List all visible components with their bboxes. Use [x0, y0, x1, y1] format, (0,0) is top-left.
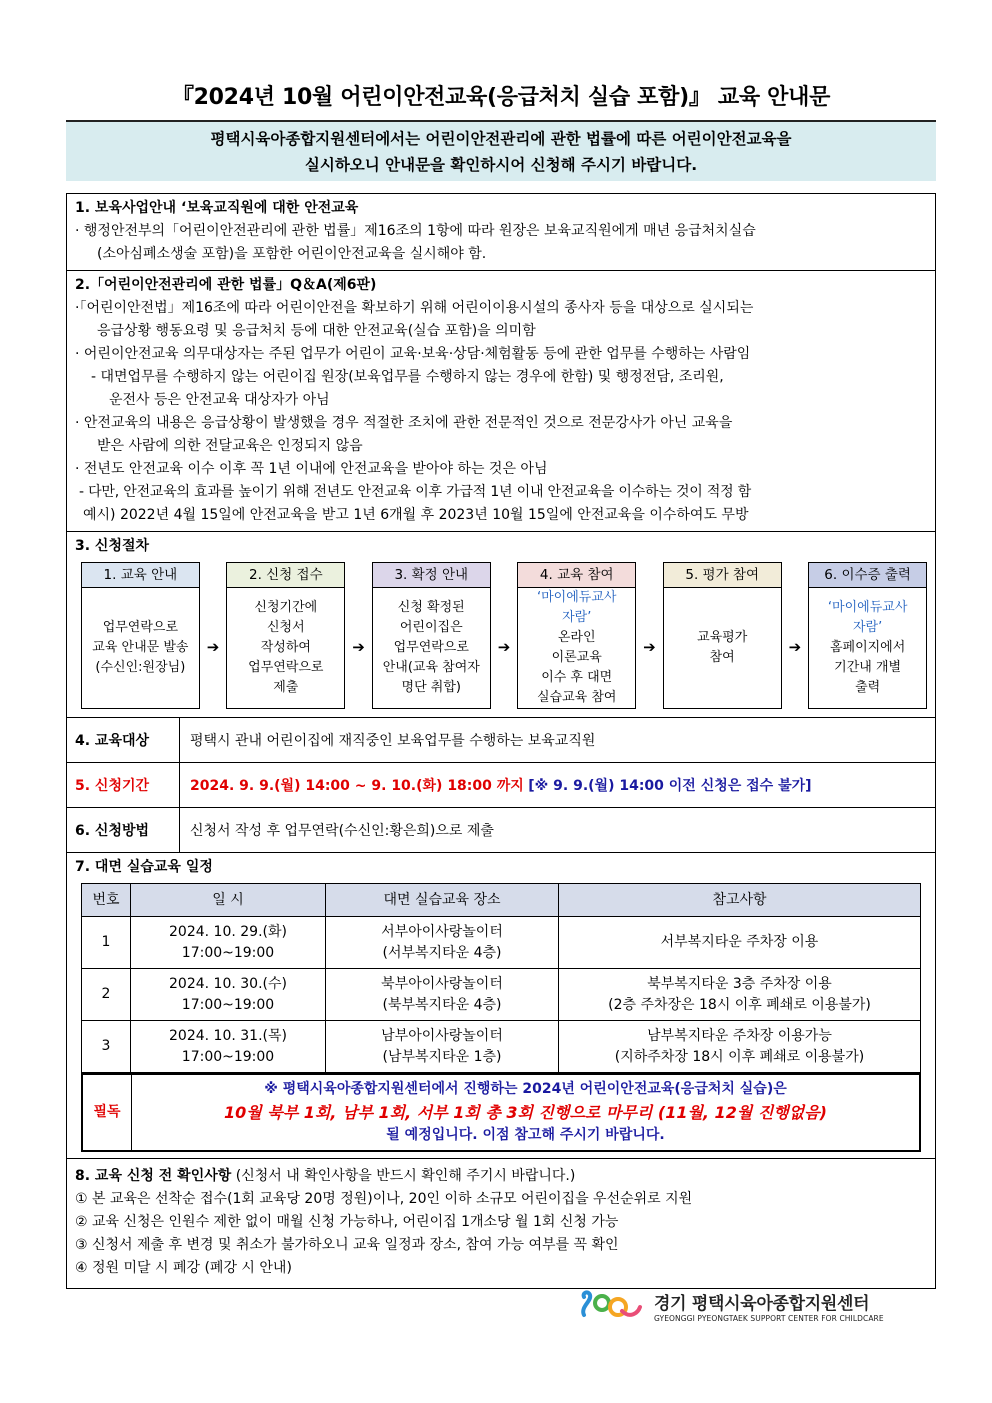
column-header: 번호 — [82, 884, 131, 917]
column-header: 대면 실습교육 장소 — [326, 884, 559, 917]
intro-line-2: 실시하오니 안내문을 확인하시어 신청해 주시기 바랍니다. — [304, 156, 698, 174]
period-value — [180, 763, 935, 807]
table-cell: 2024. 10. 29.(화) 17:00~19:00 — [131, 917, 326, 969]
process-step — [808, 562, 927, 709]
section-7 — [67, 853, 935, 1159]
process-flow — [81, 562, 927, 709]
process-step — [663, 562, 782, 709]
process-step-text: 홈페이지에서 기간내 개별 출력 — [829, 640, 906, 695]
section-1-line: (소아심폐소생술 포함)을 포함한 어린이안전교육을 실시해야 함. — [97, 246, 487, 262]
process-step-link-text: ‘마이에듀교사 자람’ — [536, 590, 617, 625]
section-2-line: 예시) 2022년 4월 15일에 안전교육을 받고 1년 6개월 후 2023년 10월 15일에 안전교육을 이수하여도 무방 — [83, 507, 749, 523]
process-step — [81, 562, 200, 709]
arrow-right-icon: ➔ — [643, 638, 656, 656]
section-8-heading: 8. 교육 신청 전 확인사항 — [75, 1168, 232, 1184]
section-2-line: - 다만, 안전교육의 효과를 높이기 위해 전년도 안전교육 이후 가급적 1년 이내 안전교육을 이수하는 것이 적정 함 — [79, 484, 752, 500]
schedule-header-row — [82, 884, 921, 917]
process-step-title: 6. 이수증 출력 — [809, 563, 926, 588]
process-step-text: 교육평가 참여 — [697, 630, 748, 665]
document-page — [66, 80, 936, 1289]
table-cell: 1 — [82, 917, 131, 969]
notice-body — [132, 1075, 919, 1150]
section-6 — [67, 808, 935, 853]
method-value: 신청서 작성 후 업무연락(수신인:황은희)으로 제출 — [190, 823, 494, 839]
content-box — [66, 193, 936, 1289]
arrow-right-icon: ➔ — [788, 638, 802, 656]
process-step-body — [809, 588, 926, 708]
column-header: 참고사항 — [559, 884, 921, 917]
target-value: 평택시 관내 어린이집에 재직중인 보육업무를 수행하는 보육교직원 — [190, 733, 596, 749]
arrow-right-icon: ➔ — [497, 638, 511, 656]
section-4 — [67, 718, 935, 763]
target-label: 4. 교육대상 — [67, 718, 180, 762]
process-step-body — [664, 588, 781, 708]
check-item: ① 본 교육은 선착순 접수(1회 교육당 20명 정원)이나, 20인 이하 소규모 어린이집을 우선순위로 지원 — [75, 1191, 693, 1207]
process-step-link-text: ‘마이에듀교사 자람’ — [827, 600, 908, 635]
process-step-text: 신청기간에 신청서 작성하여 업무연락으로 제출 — [248, 600, 324, 695]
process-step-title: 3. 확정 안내 — [373, 563, 490, 588]
section-2-line: 운전사 등은 안전교육 대상자가 아님 — [109, 392, 330, 408]
table-cell: 2024. 10. 31.(목) 17:00~19:00 — [131, 1021, 326, 1073]
section-2-heading: 2.「어린이안전관리에 관한 법률」Q＆A(제6판) — [75, 277, 377, 293]
period-label: 5. 신청기간 — [67, 763, 180, 807]
method-label: 6. 신청방법 — [67, 808, 180, 852]
table-cell: 북부복지타운 3층 주차장 이용 (2층 주차장은 18시 이후 폐쇄로 이용불가) — [559, 969, 921, 1021]
table-cell: 2 — [82, 969, 131, 1021]
section-2-line: · 어린이안전교육 의무대상자는 주된 업무가 어린이 교육·보육·상담·체험활동 등에 관한 업무를 수행하는 사람임 — [75, 346, 751, 362]
section-2-line: - 대면업무를 수행하지 않는 어린이집 원장(보육업무를 수행하지 않는 경우에 한함) 및 행정전담, 조리원, — [91, 369, 724, 385]
center-name-en: GYEONGGI PYEONGTAEK SUPPORT CENTER FOR CHILDCARE — [654, 1314, 884, 1323]
table-cell: 서부복지타운 주차장 이용 — [559, 917, 921, 969]
section-1 — [67, 194, 935, 271]
section-2-line: 받은 사람에 의한 전달교육은 인정되지 않음 — [97, 438, 363, 454]
section-2 — [67, 271, 935, 532]
section-1-line: · 행정안전부의「어린이안전관리에 관한 법률」제16조의 1항에 따라 원장은 보육교직원에게 매년 응급처치실습 — [75, 223, 756, 239]
section-8 — [67, 1159, 935, 1288]
process-step-text: 업무연락으로 교육 안내문 발송 (수신인:원장님) — [92, 620, 189, 675]
period-note: [※ 9. 9.(월) 14:00 이전 신청은 접수 불가] — [528, 778, 812, 794]
notice-line-1: ※ 평택시육아종합지원센터에서 진행하는 2024년 어린이안전교육(응급처치 실습)은 — [264, 1081, 787, 1097]
section-7-heading: 7. 대면 실습교육 일정 — [75, 859, 213, 875]
section-5 — [67, 763, 935, 808]
footer-logo — [578, 1286, 938, 1326]
process-step — [226, 562, 345, 709]
process-step-title: 1. 교육 안내 — [82, 563, 199, 588]
table-row — [82, 917, 921, 969]
must-read-notice — [81, 1073, 921, 1152]
center-logo-icon — [578, 1287, 648, 1325]
arrow-right-icon: ➔ — [352, 638, 365, 656]
process-step-body — [227, 588, 344, 708]
notice-label: 필독 — [83, 1075, 132, 1150]
column-header: 일 시 — [131, 884, 326, 917]
schedule-table — [81, 883, 921, 1073]
table-row — [82, 1021, 921, 1073]
process-step — [372, 562, 491, 709]
table-cell: 북부아이사랑놀이터 (북부복지타운 4층) — [326, 969, 559, 1021]
intro-banner — [66, 120, 936, 181]
period-dates: 2024. 9. 9.(월) 14:00 ~ 9. 10.(화) 18:00 까지 — [190, 778, 524, 794]
section-3 — [67, 532, 935, 718]
process-step-body — [373, 588, 490, 708]
section-2-line: · 전년도 안전교육 이수 이후 꼭 1년 이내에 안전교육을 받아야 하는 것은 아님 — [75, 461, 548, 477]
check-item: ② 교육 신청은 인원수 제한 없이 매월 신청 가능하나, 어린이집 1개소당 월 1회 신청 가능 — [75, 1214, 619, 1230]
table-cell: 남부복지타운 주차장 이용가능 (지하주차장 18시 이후 폐쇄로 이용불가) — [559, 1021, 921, 1073]
process-step-title: 5. 평가 참여 — [664, 563, 781, 588]
check-item: ④ 정원 미달 시 폐강 (폐강 시 안내) — [75, 1260, 292, 1276]
center-name: 경기 평택시육아종합지원센터 — [654, 1294, 870, 1314]
section-1-heading: 1. 보육사업안내 ‘보육교직원에 대한 안전교육 — [75, 200, 359, 216]
section-2-line: · 안전교육의 내용은 응급상황이 발생했을 경우 적절한 조치에 관한 전문적인 것으로 전문강사가 아닌 교육을 — [75, 415, 733, 431]
process-step-body — [82, 588, 199, 708]
section-8-heading-line — [75, 1165, 927, 1188]
process-step-text: 온라인 이론교육 이수 후 대면 실습교육 참여 — [536, 630, 617, 705]
process-step-title: 4. 교육 참여 — [518, 563, 635, 588]
intro-line-1: 평택시육아종합지원센터에서는 어린이안전관리에 관한 법률에 따른 어린이안전교육을 — [210, 130, 792, 148]
page-title: 『2024년 10월 어린이안전교육(응급처치 실습 포함)』 교육 안내문 — [171, 85, 831, 110]
process-step — [517, 562, 636, 709]
notice-line-2: 10월 북부 1회, 남부 1회, 서부 1회 총 3회 진행으로 마무리 (11월, 12월 진행없음) — [223, 1103, 827, 1122]
section-2-line: ·「어린이안전법」제16조에 따라 어린이안전을 확보하기 위해 어린이이용시설의 종사자 등을 대상으로 실시되는 — [75, 300, 754, 316]
process-step-body — [518, 588, 635, 708]
table-cell: 3 — [82, 1021, 131, 1073]
arrow-right-icon: ➔ — [206, 638, 220, 656]
section-8-heading-note: (신청서 내 확인사항을 반드시 확인해 주기시 바랍니다.) — [235, 1168, 576, 1184]
table-cell: 남부아이사랑놀이터 (남부복지타운 1층) — [326, 1021, 559, 1073]
check-item: ③ 신청서 제출 후 변경 및 취소가 불가하오니 교육 일정과 장소, 참여 가능 여부를 꼭 확인 — [75, 1237, 619, 1253]
process-step-title: 2. 신청 접수 — [227, 563, 344, 588]
notice-line-3: 될 예정입니다. 이점 참고해 주시기 바랍니다. — [386, 1127, 665, 1143]
section-2-line: 응급상황 행동요령 및 응급처치 등에 대한 안전교육(실습 포함)을 의미함 — [97, 323, 536, 339]
table-cell: 2024. 10. 30.(수) 17:00~19:00 — [131, 969, 326, 1021]
section-3-heading: 3. 신청절차 — [75, 538, 150, 554]
table-cell: 서부아이사랑놀이터 (서부복지타운 4층) — [326, 917, 559, 969]
process-step-text: 신청 확정된 어린이집은 업무연락으로 안내(교육 참여자 명단 취합) — [382, 600, 480, 695]
table-row — [82, 969, 921, 1021]
